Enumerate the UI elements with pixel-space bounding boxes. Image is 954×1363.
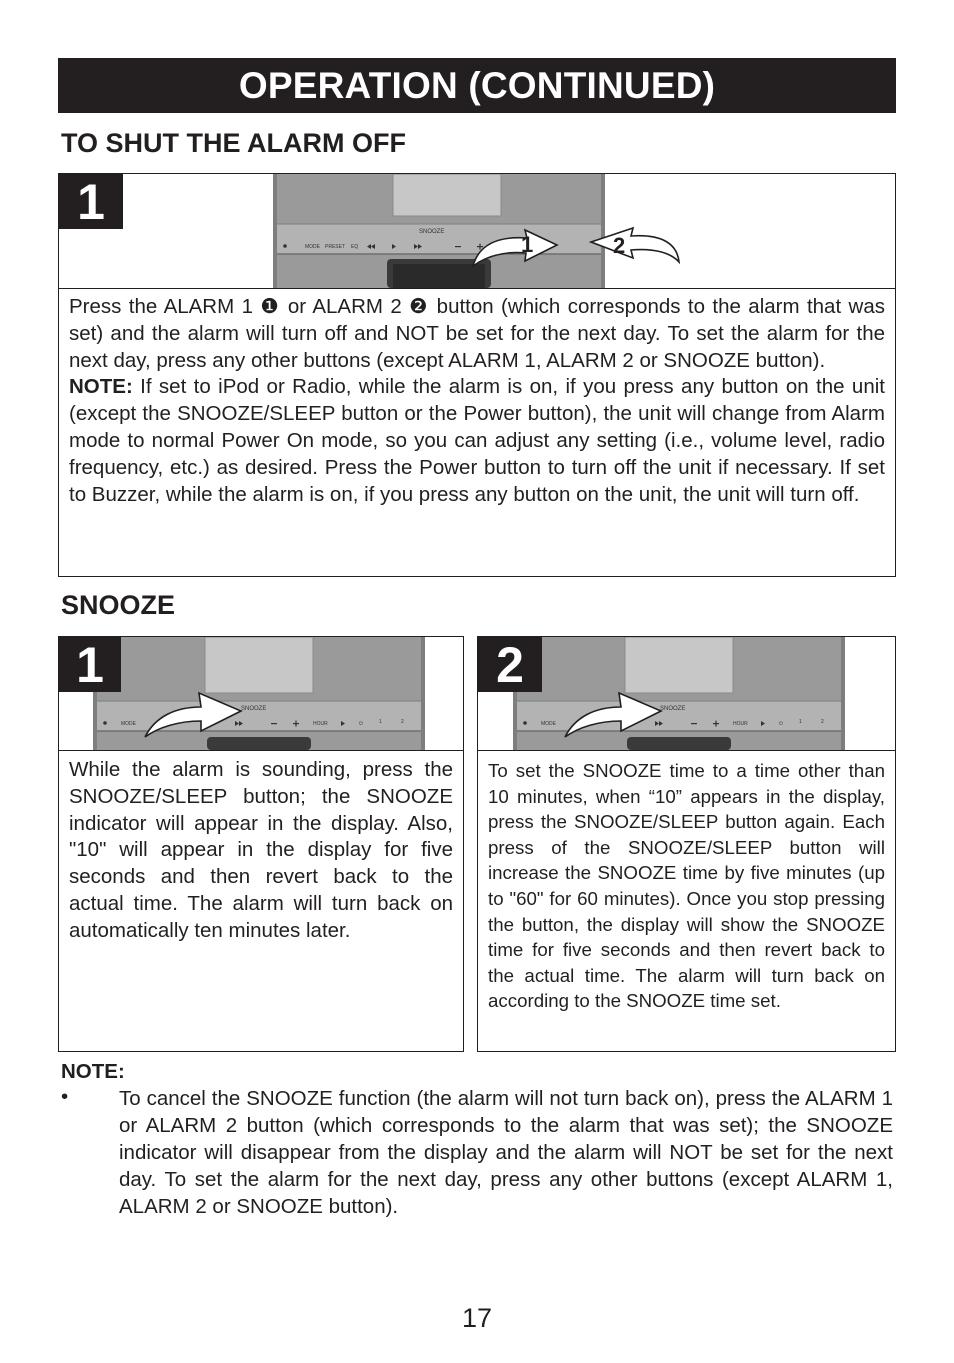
svg-text:HOUR: HOUR	[733, 721, 748, 727]
svg-text:2: 2	[401, 719, 404, 725]
alarm-off-instructions	[69, 294, 885, 508]
alarm-off-body: Press the ALARM 1 ❶ or ALARM 2 ❷ button (which corresponds to the alarm that was set) and the alarm will turn off and NOT be set for the next day. To set the alarm for the next day, press any other buttons (except ALARM 1, ALARM 2 or SNOOZE button).	[69, 295, 885, 372]
snooze-step-1-box	[58, 636, 464, 1052]
snooze-step-1-text: While the alarm is sounding, press the SNOOZE/SLEEP button; the SNOOZE indicator will appear in the display. Also, "10" will appear in the display for five seconds and then revert back to the actual time. The alarm will turn back on automatically ten minutes later.	[69, 758, 453, 942]
snooze-step-2-number: 2	[478, 637, 542, 692]
svg-text:PRESET: PRESET	[325, 244, 346, 250]
alarm-off-note-text: If set to iPod or Radio, while the alarm is on, if you press any button on the unit (except the SNOOZE/SLEEP button or the Power button), the unit will change from Alarm mode to normal Power On mode, so you can adjust any setting (i.e., volume level, radio frequency, etc.) as desired. Press the Power button to turn off the unit if necessary. If set to Buzzer, while the alarm is on, if you press any button on the unit, the unit will turn off.	[69, 375, 885, 506]
callout-number-2: 2	[613, 233, 626, 258]
alarm-off-section-title: TO SHUT THE ALARM OFF	[61, 128, 406, 158]
svg-text:MODE: MODE	[541, 721, 556, 727]
device-snooze-label: SNOOZE	[660, 706, 686, 712]
svg-text:2: 2	[821, 719, 824, 725]
device-snooze-label: SNOOZE	[241, 706, 267, 712]
svg-text:MODE: MODE	[121, 721, 136, 727]
page-header-banner: OPERATION (CONTINUED)	[58, 58, 896, 113]
alarm-off-note-label: NOTE:	[69, 375, 133, 399]
note-title: NOTE:	[61, 1060, 125, 1083]
alarm-off-step-number: 1	[59, 174, 123, 229]
snooze-step-1-number: 1	[59, 637, 121, 692]
alarm-off-step-box	[58, 173, 896, 577]
page-number: 17	[461, 1303, 493, 1333]
device-snooze-label: SNOOZE	[419, 229, 445, 235]
alarm-off-illustration	[59, 174, 895, 289]
note-text: To cancel the SNOOZE function (the alarm will not turn back on), press the ALARM 1 or ALARM 2 button (which corresponds to the alarm that was set); the SNOOZE indicator will disappear from the display and the alarm will NOT be set for the next day. To set the alarm for the next day, press any other buttons (except ALARM 1, ALARM 2 or SNOOZE button).	[119, 1087, 893, 1218]
svg-text:EQ: EQ	[351, 244, 359, 250]
alarm-off-note	[69, 374, 885, 508]
svg-text:⏻: ⏻	[779, 721, 783, 727]
callout-number-1: 1	[521, 232, 534, 257]
svg-text:1: 1	[799, 719, 802, 725]
note-bullet: •	[61, 1085, 69, 1108]
snooze-step-2-text: To set the SNOOZE time to a time other than 10 minutes, when “10” appears in the display, press the SNOOZE/SLEEP button again. Each press of the SNOOZE/SLEEP button will increase the SNOOZE time by five minutes (up to "60" for 60 minutes). Once you stop pressing the button, the display will show the SNOOZE time for five seconds and then revert back to the actual time. The alarm will turn back on according to the SNOOZE time set.	[488, 760, 885, 1012]
svg-text:1: 1	[379, 719, 382, 725]
svg-text:⏻: ⏻	[359, 721, 363, 727]
snooze-step-2-box	[477, 636, 896, 1052]
snooze-section-title: SNOOZE	[61, 590, 176, 620]
svg-text:HOUR: HOUR	[313, 721, 328, 727]
svg-text:MODE: MODE	[305, 244, 320, 250]
